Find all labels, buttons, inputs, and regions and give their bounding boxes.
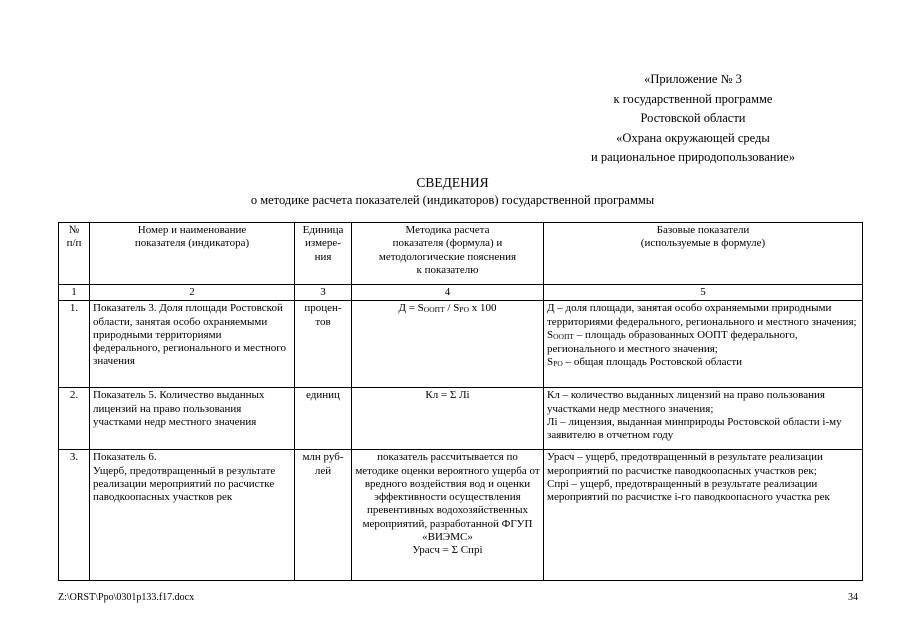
indicator-label: Показатель 6.: [93, 451, 157, 464]
indicator-unit: млн руб- лей: [295, 450, 352, 581]
table-row: [59, 388, 863, 450]
indicator-formula: Кл = Σ Лi: [352, 388, 544, 450]
page-number: 34: [848, 592, 858, 603]
base-indicator-item: $S_{ООПТ}$ – площадь образованных ООПТ федерального, регионального и местного значения;: [547, 328, 798, 356]
header-methodology: Методика расчета показателя (формула) и методологические пояснения к показателю: [352, 223, 544, 285]
base-indicators: [544, 388, 863, 450]
base-indicators: [544, 301, 863, 388]
header-number: № п/п: [59, 223, 90, 285]
base-indicator-item: Д – доля площади, занятая особо охраняемыми природными территориями федерального, регионального и местного значения;: [547, 302, 857, 328]
file-path: Z:\ORST\Ppo\0301p133.f17.docx: [58, 592, 195, 603]
indicators-table: [58, 222, 863, 581]
document-title: СВЕДЕНИЯ: [416, 175, 489, 190]
appendix-line-4: «Охрана окружающей среды: [616, 130, 770, 145]
indicator-formula: $Д = S_{ООПТ} / S_{РО}$ х 100: [352, 301, 544, 388]
base-indicator-item: $S_{РО}$ – общая площадь Ростовской области: [547, 356, 743, 369]
base-indicator-item: Кл – количество выданных лицензий на право пользования участками недр местного значения;: [547, 389, 825, 415]
row-number: 2.: [59, 388, 90, 450]
header-base-indicators: Базовые показатели (используемые в формуле): [544, 223, 863, 285]
indicator-formula: [352, 450, 544, 581]
appendix-line-1: «Приложение № 3: [644, 72, 742, 86]
header-unit: Единица измере- ния: [295, 223, 352, 285]
base-indicator-item: Спрi – ущерб, предотвращенный в результате реализации мероприятий по расчистке i-го паводкоопасного участка рек: [547, 477, 830, 504]
column-number: 1: [59, 285, 90, 301]
base-indicator-item: Лi – лицензия, выданная минприроды Ростовской области i-му заявителю в отчетном году: [547, 415, 842, 442]
row-number: 1.: [59, 301, 90, 388]
table-row: [59, 301, 863, 388]
formula-text: Урасч = Σ Спрi: [412, 544, 483, 557]
base-indicator-item: Урасч – ущерб, предотвращенный в результате реализации мероприятий по расчистке паводкоопасных участков рек;: [547, 451, 823, 477]
appendix-line-5: и рациональное природопользование»: [591, 150, 795, 164]
indicator-name: [90, 450, 295, 581]
column-number: 2: [90, 285, 295, 301]
row-number: 3.: [59, 450, 90, 581]
appendix-line-2: к государственной программе: [613, 91, 773, 106]
document-subtitle: о методике расчета показателей (индикаторов) государственной программы: [250, 193, 655, 207]
column-number-row: [59, 285, 863, 301]
column-number: 3: [295, 285, 352, 301]
indicator-name: Показатель 3. Доля площади Ростовской области, занятая особо охраняемыми природными территориями федерального, регионального и местного значения: [90, 301, 295, 388]
table-row: [59, 450, 863, 581]
column-number: 5: [544, 285, 863, 301]
methodology-text: показатель рассчитывается по методике оценки вероятного ущерба от вредного воздействия вод и оценки эффективности осуществления превентивных водохозяйственных мероприятий, разработанной ФГУП «ВИЭМС»: [355, 451, 540, 544]
indicator-description: Ущерб, предотвращенный в результате реализации мероприятий по расчистке паводкоопасных участков рек: [93, 464, 276, 504]
indicator-unit: процен- тов: [295, 301, 352, 388]
appendix-line-3: Ростовской области: [640, 111, 746, 125]
header-indicator-name: Номер и наименование показателя (индикатора): [90, 223, 295, 285]
base-indicators: [544, 450, 863, 581]
appendix-header: [528, 70, 858, 168]
indicator-unit: единиц: [295, 388, 352, 450]
table-header-row: [59, 223, 863, 285]
column-number: 4: [352, 285, 544, 301]
indicator-name: Показатель 5. Количество выданных лицензий на право пользования участками недр местного значения: [90, 388, 295, 450]
